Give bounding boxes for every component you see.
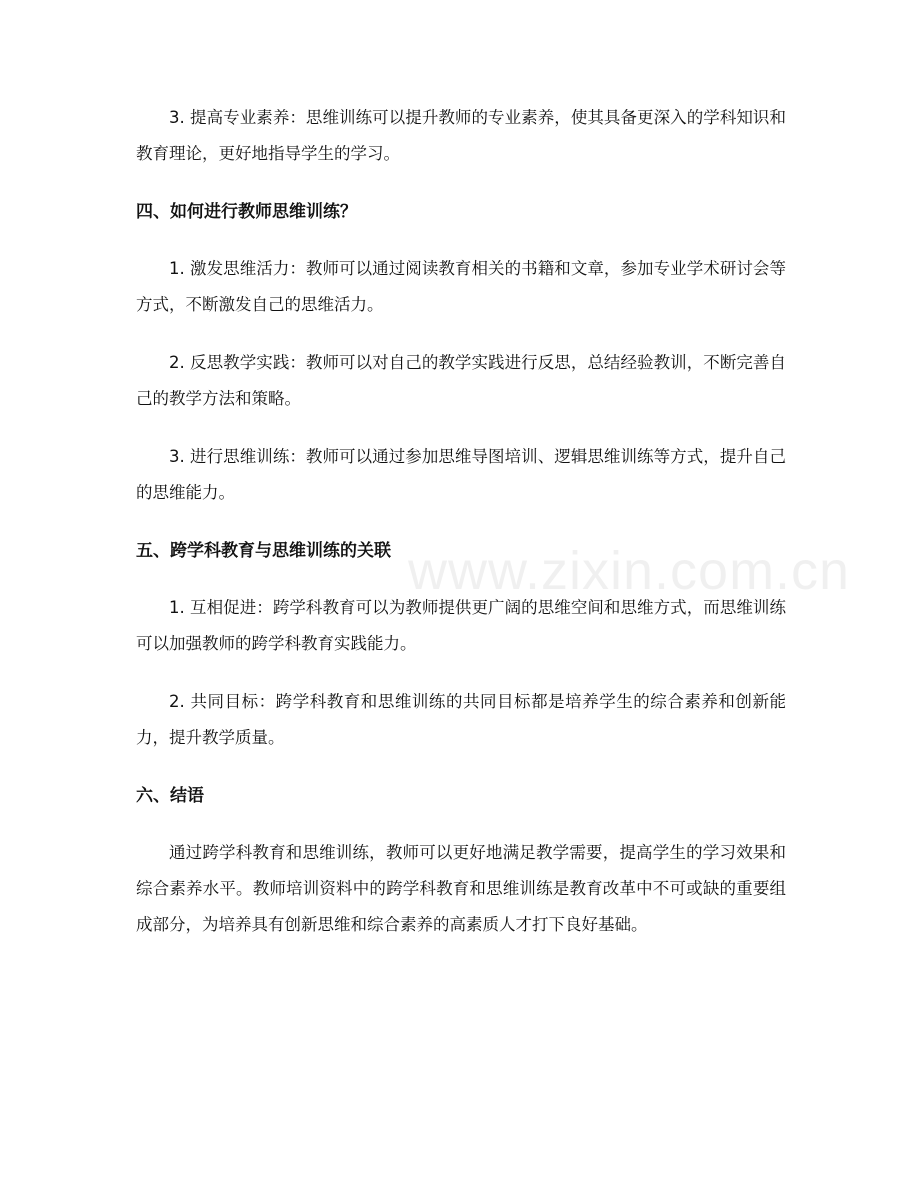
section-heading-4: 四、如何进行教师思维训练？ bbox=[136, 202, 357, 222]
paragraph-stimulate-thinking: 1. 激发思维活力：教师可以通过阅读教育相关的书籍和文章，参加专业学术研讨会等方式，不断激发自己的思维活力。 bbox=[136, 259, 786, 314]
watermark-text: www.zixin.com.cn bbox=[408, 541, 851, 601]
paragraph-common-goal: 2. 共同目标：跨学科教育和思维训练的共同目标都是培养学生的综合素养和创新能力，提升教学质量。 bbox=[136, 692, 786, 747]
section-heading-5: 五、跨学科教育与思维训练的关联 bbox=[136, 541, 391, 561]
paragraph-mutual-promotion: 1. 互相促进：跨学科教育可以为教师提供更广阔的思维空间和思维方式，而思维训练可以加强教师的跨学科教育实践能力。 bbox=[136, 598, 786, 653]
paragraph-conclusion: 通过跨学科教育和思维训练，教师可以更好地满足教学需要，提高学生的学习效果和综合素养水平。教师培训资料中的跨学科教育和思维训练是教育改革中不可或缺的重要组成部分，为培养具有创新思维和综合素养的高素质人才打下良好基础。 bbox=[136, 843, 786, 934]
paragraph-improve-professional-quality: 3. 提高专业素养：思维训练可以提升教师的专业素养，使其具备更深入的学科知识和教育理论，更好地指导学生的学习。 bbox=[136, 108, 786, 163]
paragraph-reflect-practice: 2. 反思教学实践：教师可以对自己的教学实践进行反思，总结经验教训，不断完善自己的教学方法和策略。 bbox=[136, 353, 786, 408]
section-heading-6: 六、结语 bbox=[136, 786, 204, 806]
paragraph-thinking-training: 3. 进行思维训练：教师可以通过参加思维导图培训、逻辑思维训练等方式，提升自己的思维能力。 bbox=[136, 447, 786, 502]
document-body bbox=[136, 100, 786, 965]
